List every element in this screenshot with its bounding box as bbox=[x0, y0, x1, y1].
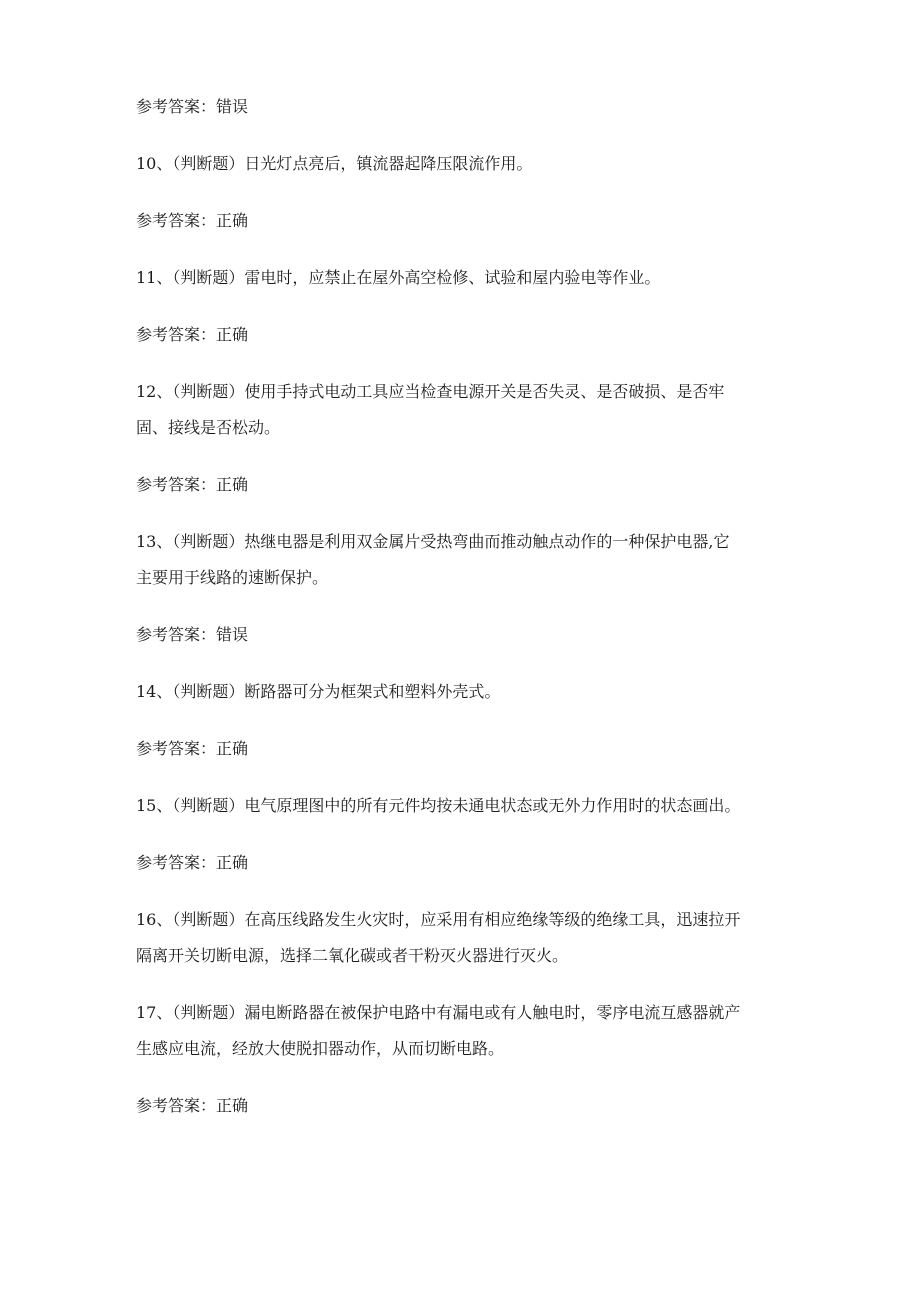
question-line: 15、（判断题）电气原理图中的所有元件均按未通电状态或无外力作用时的状态画出。 bbox=[136, 796, 741, 815]
answer-line: 参考答案：正确 bbox=[136, 325, 249, 344]
question-line-continued: 主要用于线路的速断保护。 bbox=[136, 568, 329, 587]
answer-line: 参考答案：正确 bbox=[136, 475, 249, 494]
answer-line: 参考答案：正确 bbox=[136, 211, 249, 230]
question-line: 16、（判断题）在高压线路发生火灾时，应采用有相应绝缘等级的绝缘工具，迅速拉开 bbox=[136, 910, 741, 929]
answer-line: 参考答案：正确 bbox=[136, 1096, 249, 1115]
question-line-continued: 生感应电流，经放大使脱扣器动作，从而切断电路。 bbox=[136, 1039, 505, 1058]
question-line: 14、（判断题）断路器可分为框架式和塑料外壳式。 bbox=[136, 682, 501, 701]
question-line: 13、（判断题）热继电器是利用双金属片受热弯曲而推动触点动作的一种保护电器,它 bbox=[136, 532, 730, 551]
answer-line: 参考答案：错误 bbox=[136, 625, 249, 644]
question-line: 11、（判断题）雷电时，应禁止在屋外高空检修、试验和屋内验电等作业。 bbox=[136, 268, 661, 287]
question-line: 10、（判断题）日光灯点亮后，镇流器起降压限流作用。 bbox=[136, 154, 533, 173]
question-line: 17、（判断题）漏电断路器在被保护电路中有漏电或有人触电时，零序电流互感器就产 bbox=[136, 1003, 741, 1022]
answer-line: 参考答案：正确 bbox=[136, 739, 249, 758]
answer-line: 参考答案：正确 bbox=[136, 853, 249, 872]
question-line-continued: 固、接线是否松动。 bbox=[136, 418, 281, 437]
question-line-continued: 隔离开关切断电源，选择二氧化碳或者干粉灭火器进行灭火。 bbox=[136, 946, 569, 965]
question-line: 12、（判断题）使用手持式电动工具应当检查电源开关是否失灵、是否破损、是否牢 bbox=[136, 382, 725, 401]
answer-line: 参考答案：错误 bbox=[136, 97, 249, 116]
